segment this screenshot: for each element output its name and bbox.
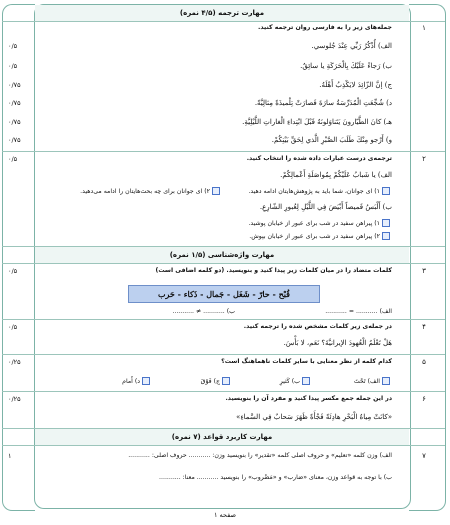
q2-b-text: ب) أَلْبَسُ قَميصاً أَبْيَضَ فِي اللَّيْلِ لِعُبورِ الشّارِعِ. <box>259 203 392 211</box>
checkbox[interactable] <box>222 377 230 385</box>
q7-line-b[interactable]: ب) با توجه به قواعد وزن، معنای «ضارب» و «مَضْروب» را بنویسید ........... معنا: ........... <box>159 474 392 481</box>
q1-item-f: و) أَرْجو مِنْكَ طَلَبَ الصَّبْرِ الَّذي لِحَقِّ بَيْتِكُمْ. <box>271 136 392 144</box>
divider <box>2 319 445 320</box>
q3-word-box: قُبْح - حارّ - شَغَل - جَمال - ذَكاء - حَرب <box>128 285 320 303</box>
checkbox[interactable] <box>382 377 390 385</box>
question-number-3: ۳ <box>422 267 426 275</box>
section-translation-title: مهارت ترجمه (۴/۵ نمره) <box>35 5 409 21</box>
question-number-7: ۷ <box>422 452 426 460</box>
divider <box>2 21 445 22</box>
q5-option-c[interactable] <box>201 377 232 385</box>
divider <box>2 445 445 446</box>
question-number-column <box>409 4 446 511</box>
q5-score: ۰/۲۵ <box>8 358 21 366</box>
divider <box>2 391 445 392</box>
divider <box>2 354 445 355</box>
q2-b-option-2-label: ۲) پیراهن سفید در شب برای عبور از خیابان بپوش. <box>249 233 380 240</box>
divider <box>2 263 445 264</box>
page-footer: صفحه ۱ <box>213 511 237 519</box>
q3-score: ۰/۵ <box>8 267 18 275</box>
section-vocab-title: مهارت واژه‌شناسی (۱/۵ نمره) <box>35 247 409 263</box>
q4-prompt: در جمله‌ی زیر کلمات مشخص شده را ترجمه کنید. <box>243 323 392 330</box>
q1-score-c: ۰/۷۵ <box>8 81 21 89</box>
question-number-4: ۴ <box>422 323 426 331</box>
q1-score-b: ۰/۵ <box>8 62 18 70</box>
q1-item-b: ب) رَجاءً عَلَيْكَ بِالْحَرَكَةِ يا سائِقُ. <box>300 62 392 70</box>
q5-prompt: کدام کلمه از نظر معنایی با سایر کلمات ناهماهنگ است؟ <box>221 358 392 365</box>
section-grammar-title: مهارت کاربرد قواعد (۷ نمره) <box>35 429 409 445</box>
question-number-1: ۱ <box>422 24 426 32</box>
checkbox[interactable] <box>212 187 220 195</box>
q2-b-option-1-label: ۱) پیراهن سفید در شب برای عبور از خیابان پوشید. <box>248 220 380 227</box>
q6-prompt: در این جمله جمع مکسر پیدا کنید و مفرد آن را بنویسید. <box>225 395 392 402</box>
q1-score-a: ۰/۵ <box>8 42 18 50</box>
q2-a-text: الف) يا شَبابُ عَلَيْكُمْ بِمُواصَلَةِ أَعْمالِكُمْ. <box>280 171 392 179</box>
q1-score-e: ۰/۷۵ <box>8 118 21 126</box>
q2-b-option-2[interactable] <box>249 232 392 240</box>
q3-answer-b[interactable]: ب) ........... ≠ ........... <box>172 308 235 315</box>
q2-a-option-2-label: ۲) ای جوانان برای چه بحث‌هایتان را ادامه می‌دهید. <box>80 188 210 195</box>
q6-score: ۰/۲۵ <box>8 395 21 403</box>
q2-a-option-2[interactable] <box>80 187 222 195</box>
q5-option-b[interactable] <box>280 377 312 385</box>
q7-score: ۱ <box>8 452 12 460</box>
q1-item-e: هـ) كانَ الطَّيّارونَ يَتَناوَلونَهُ قَبْلَ ابْتِداءِ الْغاراتِ اللَّيْلِيَّةِ. <box>242 118 392 126</box>
q2-a-option-1-label: ۱) ای جوانان، شما باید به پژوهش‌هایتان ادامه دهید. <box>248 188 380 195</box>
q1-score-d: ۰/۷۵ <box>8 99 21 107</box>
q2-a-option-1[interactable] <box>248 187 392 195</box>
q5-option-d[interactable] <box>122 377 152 385</box>
question-number-6: ۶ <box>422 395 426 403</box>
q1-score-f: ۰/۷۵ <box>8 136 21 144</box>
question-number-5: ۵ <box>422 358 426 366</box>
q1-prompt: جمله‌های زیر را به فارسی روان ترجمه کنید. <box>258 24 392 31</box>
q2-score: ۰/۵ <box>8 155 18 163</box>
checkbox[interactable] <box>382 187 390 195</box>
q1-item-c: ج) إنَّ الزّائِدَ لايَكْذِبُ أَهْلَهُ. <box>319 81 392 89</box>
q5-option-a[interactable] <box>354 377 392 385</box>
q7-line-a[interactable]: الف) وزن کلمه «تعلیم» و حروف اصلی کلمه «تقدیر» را بنویسید وزن: ........... حروف اصلی: ........... <box>128 452 392 459</box>
q4-score: ۰/۵ <box>8 323 18 331</box>
q1-item-d: د) شُجِّعَتِ الْمُدَرِّسَةُ سارَةَ فَصارَتْ تِلْميذَةً مِثالِيَّةً. <box>254 99 392 107</box>
divider <box>2 151 445 152</box>
checkbox[interactable] <box>382 219 390 227</box>
q1-item-a: الف) أُذْكُرُ رَبِّي عِنْدَ جُلوسي. <box>311 42 392 50</box>
question-number-2: ۲ <box>422 155 426 163</box>
q5-option-b-label: ب) كَثيرِ <box>279 378 300 385</box>
q5-option-c-label: ج) فَوْقَ <box>200 378 220 385</box>
q2-b-option-1[interactable] <box>248 219 392 227</box>
q4-sentence: هَلْ تَعْلَمُ الْعُهودَ الإيرانيَّةَ؟ نَعَم، لا بَأْسَ. <box>283 339 392 347</box>
checkbox[interactable] <box>302 377 310 385</box>
q5-option-d-label: د) أَمام <box>122 378 140 385</box>
q6-sentence: «كانَتْ مِياهُ الْبَحْرِ هادِئَةً فَجْأَةً ظَهَرَ سَحابٌ فِي السَّماءِ» <box>236 413 392 421</box>
checkbox[interactable] <box>382 232 390 240</box>
checkbox[interactable] <box>142 377 150 385</box>
q3-answer-a[interactable]: الف) ........... = ........... <box>325 308 392 315</box>
q5-option-a-label: الف) تَحْتَ <box>353 378 380 385</box>
q2-prompt: ترجمه‌ی درست عبارات داده شده را انتخاب کنید. <box>246 155 392 162</box>
q3-prompt: کلمات متضاد را در میان کلمات زیر پیدا کنید و بنویسید. (دو کلمه اضافی است) <box>155 267 392 274</box>
